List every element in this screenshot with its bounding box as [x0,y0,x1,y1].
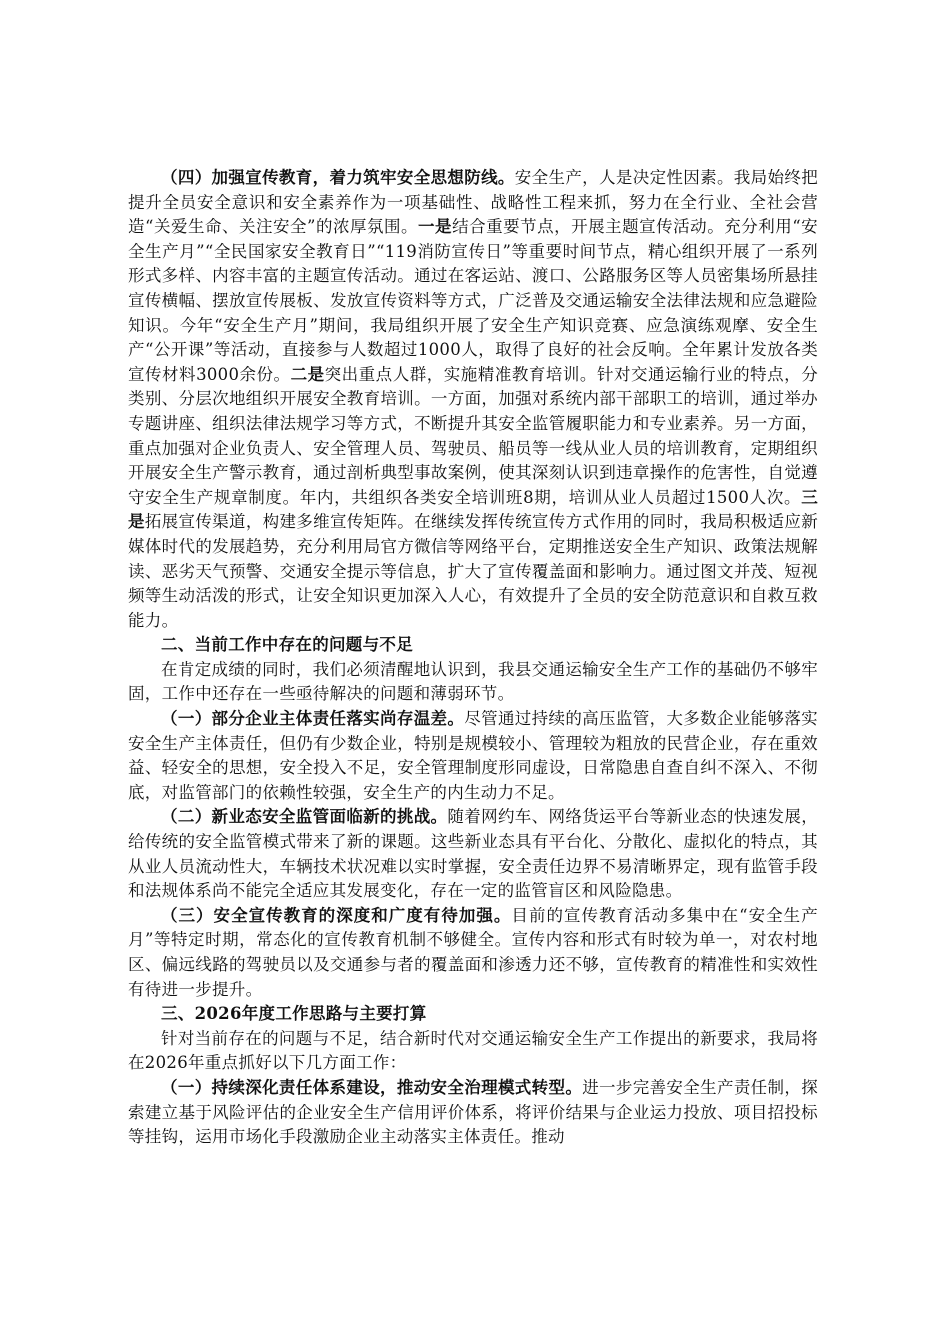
text-run: 安全生产，人是决定性因素。我局始终把提升全员安全意识和安全素养作为一项基础性、战略性工程来抓，努力在全行业、全社会营造“关爱生命、关注安全”的浓厚氛围。 [128,168,818,237]
body-paragraph [128,1076,818,1150]
text-run: 尽管通过持续的高压监管，大多数企业能够落实安全生产主体责任，但仍有少数企业，特别是规模较小、管理较为粗放的民营企业，存在重效益、轻安全的思想，安全投入不足，安全管理制度形同虚设，日常隐患自查自纠不深入、不彻底，对监管部门的依赖性较强，安全生产的内生动力不足。 [128,709,818,802]
bold-text-run: （一）持续深化责任体系建设，推动安全治理模式转型。 [161,1077,583,1097]
text-run: 突出重点人群，实施精准教育培训。针对交通运输行业的特点，分类别、分层次地组织开展安全教育培训。一方面，加强对系统内部干部职工的培训，通过举办专题讲座、组织法律法规学习等方式，不断提升其安全监管履职能力和专业素养。另一方面，重点加强对企业负责人、安全管理人员、驾驶员、船员等一线从业人员的培训教育，定期组织开展安全生产警示教育，通过剖析典型事故案例，使其深刻认识到违章操作的危害性，自觉遵守安全生产规章制度。年内，共组织各类安全培训班8期，培训从业人员超过1500人次。 [128,364,818,507]
bold-text-run: （二）新业态安全监管面临新的挑战。 [161,807,448,827]
body-paragraph [128,1027,818,1076]
section-heading [128,633,818,658]
bold-text-run: （四）加强宣传教育，着力筑牢安全思想防线。 [161,168,515,187]
bold-text-run: 二是 [290,364,325,384]
text-run: 随着网约车、网络货运平台等新业态的快速发展，给传统的安全监管模式带来了新的课题。这些新业态具有平台化、分散化、虚拟化的特点，其从业人员流动性大，车辆技术状况难以实时掌握，安全责任边界不易清晰界定，现有监管手段和法规体系尚不能完全适应其发展变化，存在一定的监管盲区和风险隐患。 [128,807,818,901]
section-heading [128,1002,818,1027]
body-paragraph [128,166,818,633]
bold-text-run: （一）部分企业主体责任落实尚存温差。 [161,709,465,729]
document-body [128,166,818,1150]
body-paragraph [128,904,818,1002]
bold-text-run: 三是 [128,487,818,532]
text-run: 针对当前存在的问题与不足，结合新时代对交通运输安全生产工作提出的新要求，我局将在2026年重点抓好以下几方面工作： [128,1028,818,1073]
bold-text-run: 二、当前工作中存在的问题与不足 [161,635,413,655]
text-run: 目前的宣传教育活动多集中在“安全生产月”等特定时期，常态化的宣传教育机制不够健全。宣传内容和形式有时较为单一，对农村地区、偏远线路的驾驶员以及交通参与者的覆盖面和渗透力还不够，宣传教育的精准性和实效性有待进一步提升。 [128,905,819,999]
body-paragraph [128,658,818,707]
text-run: 在肯定成绩的同时，我们必须清醒地认识到，我县交通运输安全生产工作的基础仍不够牢固，工作中还存在一些亟待解决的问题和薄弱环节。 [128,659,818,704]
text-run: 拓展宣传渠道，构建多维宣传矩阵。在继续发挥传统宣传方式作用的同时，我局积极适应新媒体时代的发展趋势，充分利用局官方微信等网络平台，定期推送安全生产知识、政策法规解读、恶劣天气预警、交通安全提示等信息，扩大了宣传覆盖面和影响力。通过图文并茂、短视频等生动活泼的形式，让安全知识更加深入人心，有效提升了全员的安全防范意识和自救互救能力。 [128,512,819,630]
text-run: 进一步完善安全生产责任制，探索建立基于风险评估的企业安全生产信用评价体系，将评价结果与企业运力投放、项目招投标等挂钩，运用市场化手段激励企业主动落实主体责任。推动 [128,1077,819,1147]
bold-text-run: 一是 [418,217,453,237]
body-paragraph [128,805,818,903]
bold-text-run: 三、2026年度工作思路与主要打算 [161,1004,427,1024]
text-run: 结合重要节点，开展主题宣传活动。充分利用“安全生产月”“全民国家安全教育日”“119消防宣传日”等重要时间节点，精心组织开展了一系列形式多样、内容丰富的主题宣传活动。通过在客运站、渡口、公路服务区等人员密集场所悬挂宣传横幅、摆放宣传展板、发放宣传资料等方式，广泛普及交通运输安全法律法规和应急避险知识。今年“安全生产月”期间，我局组织开展了安全生产知识竞赛、应急演练观摩、安全生产“公开课”等活动，直接参与人数超过1000人，取得了良好的社会反响。全年累计发放各类宣传材料3000余份。 [128,217,818,384]
bold-text-run: （三）安全宣传教育的深度和广度有待加强。 [161,905,512,925]
body-paragraph [128,707,818,805]
